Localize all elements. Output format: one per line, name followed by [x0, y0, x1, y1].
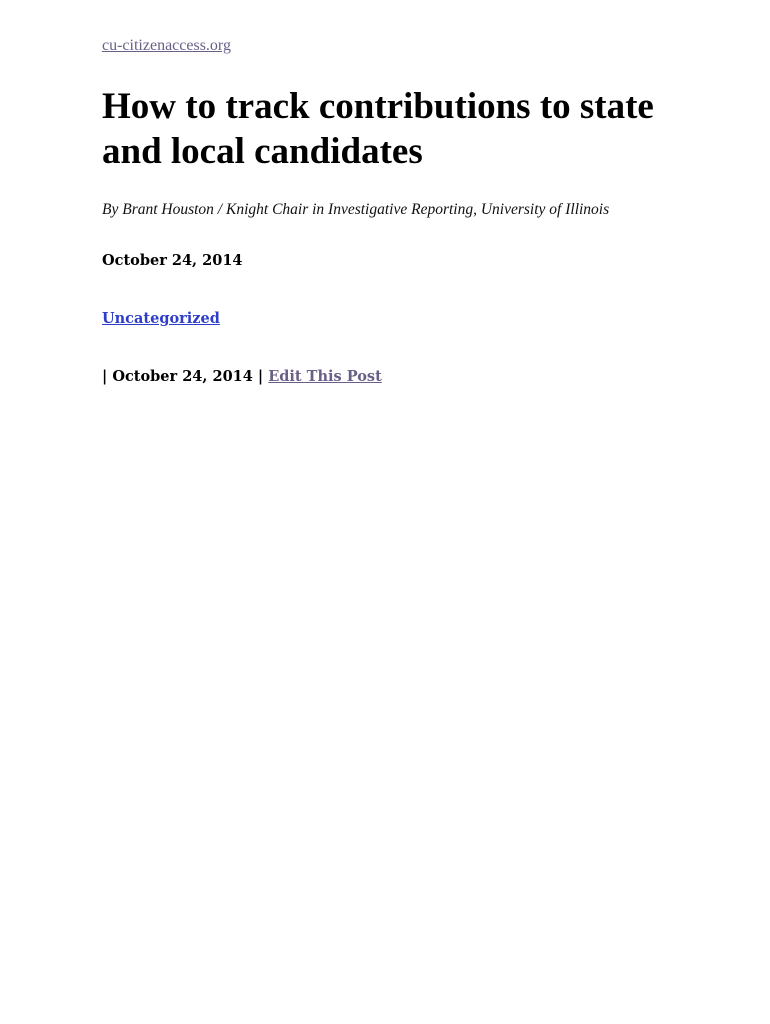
article-byline: By Brant Houston / Knight Chair in Investigative Reporting, University of Illinois [102, 201, 610, 218]
post-meta-line [102, 368, 382, 385]
edit-post-link[interactable]: Edit This Post [268, 368, 382, 385]
category-link[interactable]: Uncategorized [102, 310, 220, 327]
site-link[interactable]: cu-citizenaccess.org [102, 37, 231, 54]
post-meta-date: | October 24, 2014 | [102, 368, 269, 385]
article-title: How to track contributions to state and local candidates [102, 86, 654, 172]
article-date: October 24, 2014 [102, 252, 243, 269]
